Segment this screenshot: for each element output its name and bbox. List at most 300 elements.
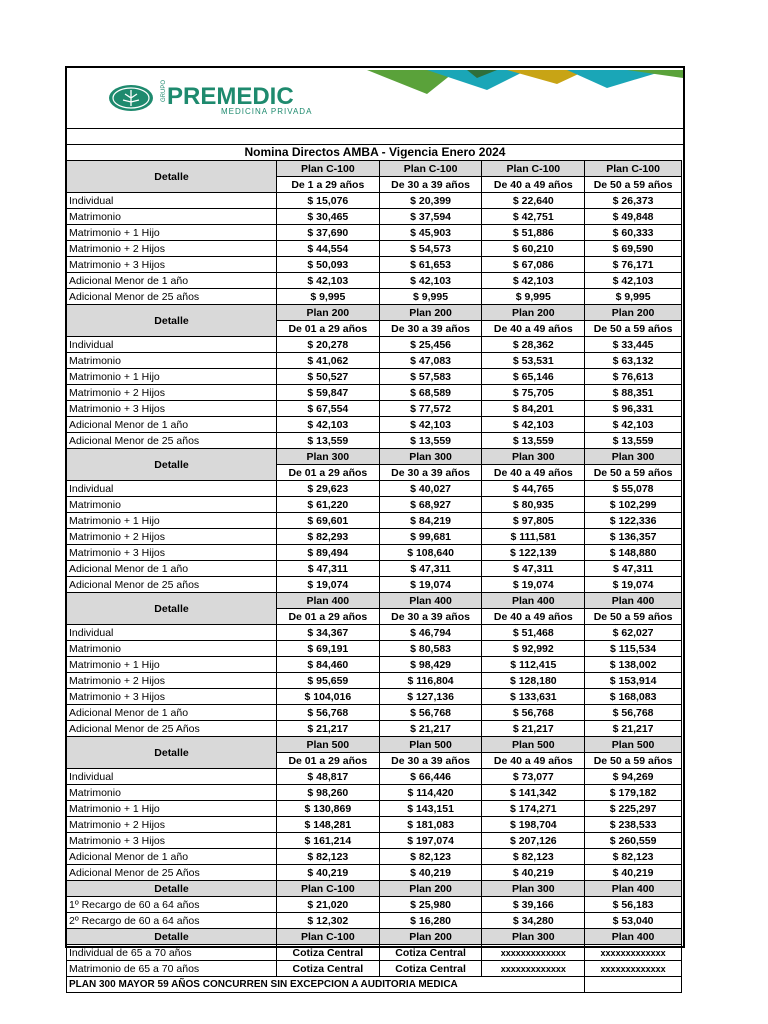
price-cell: $ 76,171: [585, 257, 682, 273]
row-label: Matrimonio + 2 Hijos: [67, 385, 277, 401]
price-cell: $ 19,074: [482, 577, 585, 593]
age-range-header: De 30 a 39 años: [379, 321, 482, 337]
price-cell: $ 42,103: [482, 273, 585, 289]
price-cell: $ 55,078: [585, 481, 682, 497]
price-cell: $ 260,559: [585, 833, 682, 849]
table-row: [67, 705, 682, 721]
price-cell: $ 60,210: [482, 241, 585, 257]
age-range-header: De 30 a 39 años: [379, 465, 482, 481]
price-cell: $ 102,299: [585, 497, 682, 513]
price-cell: $ 207,126: [482, 833, 585, 849]
plan-header: Plan 300: [276, 449, 379, 465]
price-cell: $ 44,554: [276, 241, 379, 257]
price-cell: $ 69,590: [585, 241, 682, 257]
plan-header: Plan 200: [379, 305, 482, 321]
row-label: Individual: [67, 337, 277, 353]
table-row: [67, 961, 682, 977]
price-cell: Cotiza Central: [379, 945, 482, 961]
price-cell: $ 67,086: [482, 257, 585, 273]
price-cell: $ 122,336: [585, 513, 682, 529]
price-cell: $ 68,927: [379, 497, 482, 513]
price-cell: $ 9,995: [379, 289, 482, 305]
price-cell: $ 108,640: [379, 545, 482, 561]
plan-header: Plan 400: [379, 593, 482, 609]
age-range-header: De 01 a 29 años: [276, 753, 379, 769]
note-blank-cell: [585, 977, 682, 993]
table-row: [67, 401, 682, 417]
row-label: Matrimonio + 3 Hijos: [67, 545, 277, 561]
price-cell: $ 76,613: [585, 369, 682, 385]
price-cell: $ 51,468: [482, 625, 585, 641]
row-label: Matrimonio + 3 Hijos: [67, 401, 277, 417]
price-cell: $ 96,331: [585, 401, 682, 417]
plan-header: Plan C-100: [276, 929, 379, 945]
sheet-header: [67, 68, 683, 129]
plan-header: Plan 200: [276, 305, 379, 321]
row-label: 2º Recargo de 60 a 64 años: [67, 913, 277, 929]
row-label: Matrimonio: [67, 353, 277, 369]
price-cell: $ 75,705: [482, 385, 585, 401]
row-label: Matrimonio + 1 Hijo: [67, 657, 277, 673]
price-cell: $ 69,191: [276, 641, 379, 657]
price-cell: $ 88,351: [585, 385, 682, 401]
mayores-header-row: [67, 929, 682, 945]
row-label: Adicional Menor de 1 año: [67, 561, 277, 577]
plan-header-row: [67, 449, 682, 465]
age-range-header: De 30 a 39 años: [379, 753, 482, 769]
row-label: Matrimonio + 2 Hijos: [67, 529, 277, 545]
price-cell: $ 47,311: [585, 561, 682, 577]
price-cell: $ 45,903: [379, 225, 482, 241]
detalle-header: Detalle: [67, 593, 277, 625]
table-row: [67, 913, 682, 929]
price-cell: $ 42,751: [482, 209, 585, 225]
row-label: Adicional Menor de 1 año: [67, 849, 277, 865]
plan-header: Plan 200: [482, 305, 585, 321]
table-row: [67, 417, 682, 433]
sheet-title: Nomina Directos AMBA - Vigencia Enero 2024: [244, 145, 506, 159]
price-cell: $ 30,465: [276, 209, 379, 225]
table-row: [67, 513, 682, 529]
auditoria-note: PLAN 300 MAYOR 59 AÑOS CONCURREN SIN EXCEPCION A AUDITORIA MEDICA: [67, 977, 585, 993]
row-label: Matrimonio: [67, 641, 277, 657]
price-cell: $ 54,573: [379, 241, 482, 257]
table-row: [67, 625, 682, 641]
price-cell: $ 82,123: [482, 849, 585, 865]
price-cell: $ 9,995: [276, 289, 379, 305]
price-cell: $ 61,653: [379, 257, 482, 273]
price-cell: $ 148,281: [276, 817, 379, 833]
price-cell: $ 37,594: [379, 209, 482, 225]
price-cell: $ 84,219: [379, 513, 482, 529]
price-sheet: [65, 66, 685, 990]
price-cell: $ 77,572: [379, 401, 482, 417]
table-row: [67, 945, 682, 961]
plan-header: Plan C-100: [585, 161, 682, 177]
price-cell: $ 13,559: [276, 433, 379, 449]
plan-header: Plan 300: [585, 449, 682, 465]
price-cell: $ 104,016: [276, 689, 379, 705]
price-cell: $ 94,269: [585, 769, 682, 785]
table-row: [67, 561, 682, 577]
plan-header: Plan 300: [482, 881, 585, 897]
price-cell: xxxxxxxxxxxxx: [482, 945, 585, 961]
age-range-header: De 01 a 29 años: [276, 321, 379, 337]
plan-header-row: [67, 305, 682, 321]
table-row: [67, 369, 682, 385]
price-cell: xxxxxxxxxxxxx: [585, 945, 682, 961]
row-label: Matrimonio: [67, 785, 277, 801]
detalle-header: Detalle: [67, 929, 277, 945]
row-label: Adicional Menor de 25 años: [67, 577, 277, 593]
plan-header: Plan 300: [379, 449, 482, 465]
table-row: [67, 817, 682, 833]
detalle-header: Detalle: [67, 881, 277, 897]
price-cell: $ 127,136: [379, 689, 482, 705]
price-cell: $ 42,103: [482, 417, 585, 433]
plan-header: Plan 200: [379, 881, 482, 897]
price-cell: $ 198,704: [482, 817, 585, 833]
price-cell: $ 197,074: [379, 833, 482, 849]
price-cell: $ 29,623: [276, 481, 379, 497]
table-row: [67, 657, 682, 673]
price-cell: $ 143,151: [379, 801, 482, 817]
price-cell: $ 130,869: [276, 801, 379, 817]
price-cell: $ 9,995: [482, 289, 585, 305]
price-cell: $ 21,217: [482, 721, 585, 737]
table-row: [67, 289, 682, 305]
price-cell: $ 73,077: [482, 769, 585, 785]
price-cell: $ 50,527: [276, 369, 379, 385]
table-row: [67, 785, 682, 801]
price-cell: $ 56,183: [585, 897, 682, 913]
price-cell: $ 16,280: [379, 913, 482, 929]
price-cell: $ 84,460: [276, 657, 379, 673]
price-cell: $ 47,311: [379, 561, 482, 577]
price-cell: $ 19,074: [276, 577, 379, 593]
age-range-header: De 01 a 29 años: [276, 609, 379, 625]
table-row: [67, 721, 682, 737]
price-cell: $ 22,640: [482, 193, 585, 209]
table-row: [67, 273, 682, 289]
price-cell: $ 34,280: [482, 913, 585, 929]
price-cell: $ 37,690: [276, 225, 379, 241]
row-label: Matrimonio + 3 Hijos: [67, 257, 277, 273]
price-cell: xxxxxxxxxxxxx: [482, 961, 585, 977]
price-cell: $ 25,980: [379, 897, 482, 913]
age-range-header: De 30 a 39 años: [379, 609, 482, 625]
price-cell: $ 49,848: [585, 209, 682, 225]
decorative-banner: [367, 70, 683, 94]
recargo-header-row: [67, 881, 682, 897]
table-row: [67, 337, 682, 353]
price-cell: $ 97,805: [482, 513, 585, 529]
row-label: Matrimonio + 3 Hijos: [67, 689, 277, 705]
price-cell: $ 82,123: [276, 849, 379, 865]
table-row: [67, 865, 682, 881]
age-range-header: De 30 a 39 años: [379, 177, 482, 193]
age-range-header: De 40 a 49 años: [482, 177, 585, 193]
price-cell: $ 56,768: [585, 705, 682, 721]
plan-header: Plan 400: [585, 881, 682, 897]
price-cell: $ 174,271: [482, 801, 585, 817]
price-cell: $ 116,804: [379, 673, 482, 689]
price-cell: $ 53,040: [585, 913, 682, 929]
table-row: [67, 241, 682, 257]
price-cell: $ 34,367: [276, 625, 379, 641]
row-label: Individual: [67, 625, 277, 641]
row-label: Matrimonio + 2 Hijos: [67, 241, 277, 257]
plan-header-row: [67, 161, 682, 177]
price-cell: $ 21,020: [276, 897, 379, 913]
price-cell: $ 42,103: [276, 273, 379, 289]
price-cell: Cotiza Central: [276, 945, 379, 961]
plan-header: Plan 400: [585, 593, 682, 609]
plan-header: Plan 300: [482, 449, 585, 465]
row-label: Individual: [67, 481, 277, 497]
price-cell: $ 20,278: [276, 337, 379, 353]
price-cell: $ 42,103: [276, 417, 379, 433]
price-cell: $ 33,445: [585, 337, 682, 353]
price-cell: $ 21,217: [585, 721, 682, 737]
plan-header-row: [67, 737, 682, 753]
price-cell: $ 53,531: [482, 353, 585, 369]
price-cell: Cotiza Central: [276, 961, 379, 977]
price-cell: $ 47,311: [276, 561, 379, 577]
detalle-header: Detalle: [67, 737, 277, 769]
price-cell: $ 128,180: [482, 673, 585, 689]
plan-header: Plan C-100: [276, 161, 379, 177]
premedic-logo: [107, 80, 347, 116]
plan-header: Plan C-100: [379, 161, 482, 177]
price-cell: $ 84,201: [482, 401, 585, 417]
price-cell: $ 141,342: [482, 785, 585, 801]
price-cell: $ 92,992: [482, 641, 585, 657]
price-cell: $ 66,446: [379, 769, 482, 785]
price-cell: $ 12,302: [276, 913, 379, 929]
price-cell: $ 59,847: [276, 385, 379, 401]
price-cell: $ 122,139: [482, 545, 585, 561]
price-cell: $ 136,357: [585, 529, 682, 545]
age-range-header: De 1 a 29 años: [276, 177, 379, 193]
price-cell: $ 82,123: [379, 849, 482, 865]
row-label: Adicional Menor de 25 Años: [67, 865, 277, 881]
price-cell: $ 89,494: [276, 545, 379, 561]
price-cell: $ 41,062: [276, 353, 379, 369]
age-range-header: De 50 a 59 años: [585, 177, 682, 193]
price-cell: $ 44,765: [482, 481, 585, 497]
price-cell: $ 63,132: [585, 353, 682, 369]
price-cell: $ 42,103: [585, 273, 682, 289]
price-cell: $ 82,123: [585, 849, 682, 865]
price-cell: $ 25,456: [379, 337, 482, 353]
price-cell: $ 42,103: [585, 417, 682, 433]
plan-header: Plan 200: [585, 305, 682, 321]
table-row: [67, 673, 682, 689]
price-cell: $ 47,311: [482, 561, 585, 577]
price-cell: $ 28,362: [482, 337, 585, 353]
price-cell: $ 51,886: [482, 225, 585, 241]
price-cell: $ 9,995: [585, 289, 682, 305]
table-row: [67, 433, 682, 449]
age-range-header: De 50 a 59 años: [585, 321, 682, 337]
row-label: Matrimonio de 65 a 70 años: [67, 961, 277, 977]
price-cell: $ 56,768: [482, 705, 585, 721]
price-cell: $ 47,083: [379, 353, 482, 369]
logo-grupo: GRUPO: [161, 80, 167, 102]
plan-header: Plan 500: [585, 737, 682, 753]
price-cell: $ 65,146: [482, 369, 585, 385]
price-cell: $ 82,293: [276, 529, 379, 545]
age-range-header: De 40 a 49 años: [482, 321, 585, 337]
price-cell: $ 98,260: [276, 785, 379, 801]
table-row: [67, 481, 682, 497]
tree-emblem-icon: [109, 85, 153, 111]
row-label: Matrimonio + 1 Hijo: [67, 369, 277, 385]
detalle-header: Detalle: [67, 449, 277, 481]
price-cell: $ 68,589: [379, 385, 482, 401]
table-row: [67, 545, 682, 561]
table-row: [67, 801, 682, 817]
row-label: Matrimonio + 2 Hijos: [67, 673, 277, 689]
price-cell: $ 39,166: [482, 897, 585, 913]
price-cell: $ 13,559: [585, 433, 682, 449]
price-cell: $ 179,182: [585, 785, 682, 801]
table-row: [67, 849, 682, 865]
price-cell: $ 148,880: [585, 545, 682, 561]
price-cell: $ 168,083: [585, 689, 682, 705]
price-cell: $ 19,074: [585, 577, 682, 593]
price-cell: $ 98,429: [379, 657, 482, 673]
plan-header: Plan 400: [482, 593, 585, 609]
row-label: Adicional Menor de 25 años: [67, 289, 277, 305]
row-label: Adicional Menor de 25 años: [67, 433, 277, 449]
price-cell: $ 61,220: [276, 497, 379, 513]
price-cell: $ 181,083: [379, 817, 482, 833]
row-label: Matrimonio + 1 Hijo: [67, 801, 277, 817]
logo-text: PREMEDIC: [167, 83, 294, 110]
price-cell: $ 114,420: [379, 785, 482, 801]
table-row: [67, 769, 682, 785]
price-cell: Cotiza Central: [379, 961, 482, 977]
row-label: 1º Recargo de 60 a 64 años: [67, 897, 277, 913]
price-cell: $ 238,533: [585, 817, 682, 833]
row-label: Matrimonio + 3 Hijos: [67, 833, 277, 849]
price-cell: $ 99,681: [379, 529, 482, 545]
row-label: Matrimonio + 1 Hijo: [67, 225, 277, 241]
price-cell: $ 225,297: [585, 801, 682, 817]
table-row: [67, 577, 682, 593]
age-range-header: De 01 a 29 años: [276, 465, 379, 481]
price-cell: xxxxxxxxxxxxx: [585, 961, 682, 977]
price-cell: $ 80,935: [482, 497, 585, 513]
row-label: Individual de 65 a 70 años: [67, 945, 277, 961]
table-row: [67, 529, 682, 545]
price-cell: $ 112,415: [482, 657, 585, 673]
price-cell: $ 26,373: [585, 193, 682, 209]
price-cell: $ 95,659: [276, 673, 379, 689]
price-cell: $ 60,333: [585, 225, 682, 241]
age-range-header: De 50 a 59 años: [585, 609, 682, 625]
price-cell: $ 13,559: [482, 433, 585, 449]
price-cell: $ 48,817: [276, 769, 379, 785]
plan-header: Plan 500: [379, 737, 482, 753]
price-cell: $ 21,217: [379, 721, 482, 737]
table-row: [67, 641, 682, 657]
price-cell: $ 161,214: [276, 833, 379, 849]
price-cell: $ 111,581: [482, 529, 585, 545]
row-label: Adicional Menor de 25 Años: [67, 721, 277, 737]
note-row: [67, 977, 682, 993]
table-row: [67, 225, 682, 241]
table-row: [67, 209, 682, 225]
detalle-header: Detalle: [67, 161, 277, 193]
table-row: [67, 257, 682, 273]
table-row: [67, 193, 682, 209]
table-row: [67, 385, 682, 401]
price-cell: $ 133,631: [482, 689, 585, 705]
price-cell: $ 42,103: [379, 273, 482, 289]
plan-header: Plan C-100: [276, 881, 379, 897]
row-label: Matrimonio + 2 Hijos: [67, 817, 277, 833]
price-cell: $ 42,103: [379, 417, 482, 433]
plan-header: Plan 500: [482, 737, 585, 753]
age-range-header: De 50 a 59 años: [585, 753, 682, 769]
price-cell: $ 40,219: [585, 865, 682, 881]
row-label: Individual: [67, 193, 277, 209]
table-row: [67, 689, 682, 705]
plan-header: Plan C-100: [482, 161, 585, 177]
price-cell: $ 56,768: [379, 705, 482, 721]
age-range-header: De 40 a 49 años: [482, 465, 585, 481]
row-label: Individual: [67, 769, 277, 785]
plan-header: Plan 500: [276, 737, 379, 753]
age-range-header: De 50 a 59 años: [585, 465, 682, 481]
row-label: Adicional Menor de 1 año: [67, 273, 277, 289]
age-range-header: De 40 a 49 años: [482, 609, 585, 625]
row-label: Matrimonio: [67, 209, 277, 225]
plan-header: Plan 400: [276, 593, 379, 609]
row-label: Adicional Menor de 1 año: [67, 417, 277, 433]
price-cell: $ 69,601: [276, 513, 379, 529]
plan-header: Plan 300: [482, 929, 585, 945]
price-cell: $ 138,002: [585, 657, 682, 673]
table-row: [67, 497, 682, 513]
price-cell: $ 40,219: [379, 865, 482, 881]
price-cell: $ 115,534: [585, 641, 682, 657]
table-row: [67, 833, 682, 849]
price-cell: $ 62,027: [585, 625, 682, 641]
price-cell: $ 67,554: [276, 401, 379, 417]
price-cell: $ 56,768: [276, 705, 379, 721]
price-cell: $ 15,076: [276, 193, 379, 209]
price-cell: $ 153,914: [585, 673, 682, 689]
row-label: Matrimonio: [67, 497, 277, 513]
plan-header-row: [67, 593, 682, 609]
price-cell: $ 13,559: [379, 433, 482, 449]
price-cell: $ 40,219: [276, 865, 379, 881]
table-row: [67, 897, 682, 913]
price-cell: $ 19,074: [379, 577, 482, 593]
price-cell: $ 50,093: [276, 257, 379, 273]
price-cell: $ 40,027: [379, 481, 482, 497]
price-cell: $ 57,583: [379, 369, 482, 385]
price-table: [66, 160, 682, 993]
price-cell: $ 80,583: [379, 641, 482, 657]
price-cell: $ 40,219: [482, 865, 585, 881]
price-cell: $ 46,794: [379, 625, 482, 641]
row-label: Adicional Menor de 1 año: [67, 705, 277, 721]
